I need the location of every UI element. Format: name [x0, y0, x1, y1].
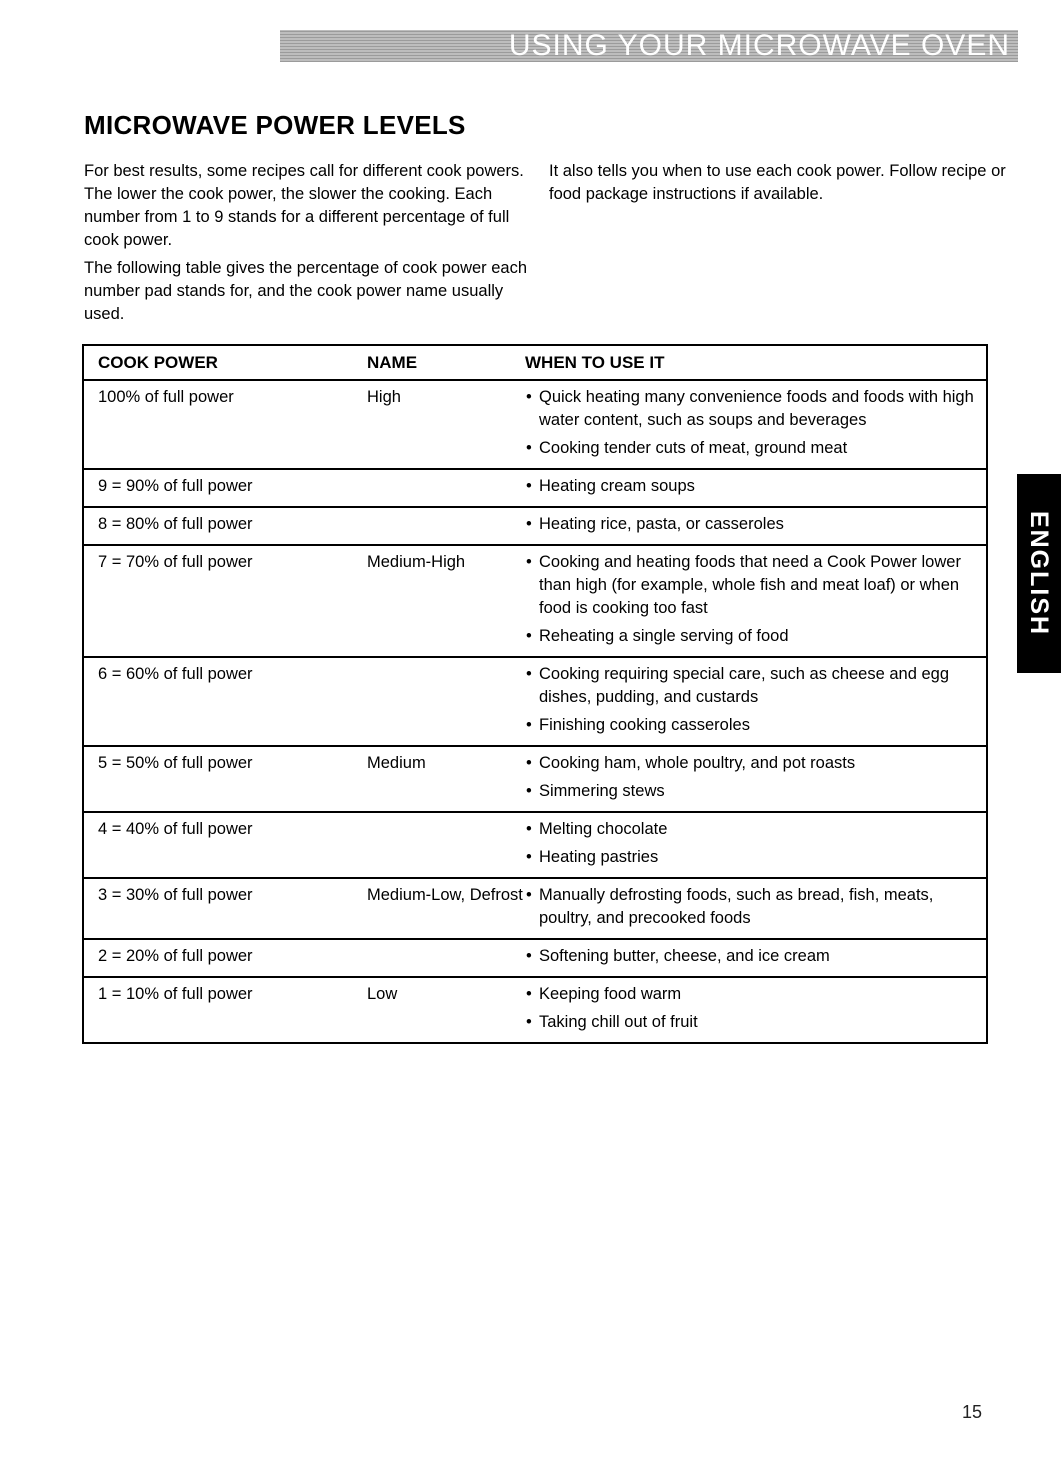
cook-power-cell: 100% of full power: [98, 388, 234, 406]
power-name-cell: [367, 658, 525, 745]
usage-item: • Cooking and heating foods that need a Cook Power lower than high (for example, whole fish and meat loaf) or when food is cooking too fast: [525, 551, 974, 620]
when-to-use-cell: [525, 813, 986, 877]
usage-item: • Cooking ham, whole poultry, and pot roasts: [525, 752, 974, 775]
cook-power-cell: 1 = 10% of full power: [98, 985, 253, 1003]
power-name-cell: Medium: [367, 754, 426, 772]
usage-item: • Melting chocolate: [525, 818, 974, 841]
table-row: [84, 546, 986, 658]
table-row: [84, 381, 986, 470]
cook-power-cell: 2 = 20% of full power: [98, 947, 253, 965]
intro-paragraph: It also tells you when to use each cook power. Follow recipe or food package instructions if available.: [549, 162, 1006, 203]
table-body: [84, 381, 986, 1042]
table-row: [84, 470, 986, 508]
cook-power-cell: 4 = 40% of full power: [98, 820, 253, 838]
intro-paragraph: For best results, some recipes call for different cook powers. The lower the cook power, the slower the cooking. Each number from 1 to 9 stands for a different percentage of full cook power.: [84, 162, 524, 249]
when-to-use-cell: [525, 978, 986, 1042]
power-name-cell: Medium-High: [367, 553, 466, 571]
language-tab-label: ENGLISH: [1025, 510, 1054, 637]
when-to-use-cell: [525, 508, 986, 544]
usage-item: • Heating rice, pasta, or casseroles: [525, 513, 974, 536]
power-name-cell: [367, 940, 525, 976]
table-row: [84, 813, 986, 879]
usage-item: • Keeping food warm: [525, 983, 974, 1006]
when-to-use-cell: [525, 381, 986, 468]
table-row: [84, 747, 986, 813]
table-row: [84, 879, 986, 940]
when-to-use-cell: [525, 940, 986, 976]
intro-left-column: [84, 160, 544, 331]
table-row: [84, 658, 986, 747]
usage-item: • Heating pastries: [525, 846, 974, 869]
usage-item: • Simmering stews: [525, 780, 974, 803]
when-to-use-cell: [525, 879, 986, 938]
when-to-use-cell: [525, 546, 986, 656]
usage-item: • Heating cream soups: [525, 475, 974, 498]
table-row: [84, 508, 986, 546]
cook-power-cell: 9 = 90% of full power: [98, 477, 253, 495]
header-when-to-use: WHEN TO USE IT: [525, 352, 665, 372]
table-row: [84, 940, 986, 978]
power-name-cell: [367, 813, 525, 877]
when-to-use-cell: [525, 747, 986, 811]
when-to-use-cell: [525, 658, 986, 745]
cook-power-cell: 6 = 60% of full power: [98, 665, 253, 683]
table-row: [84, 978, 986, 1042]
power-name-cell: [367, 470, 525, 506]
table-header: [84, 346, 986, 381]
power-name-cell: Medium-Low, Defrost: [367, 886, 523, 904]
page-title: MICROWAVE POWER LEVELS: [84, 110, 466, 140]
power-name-cell: [367, 508, 525, 544]
intro-paragraph: The following table gives the percentage of cook power each number pad stands for, and the cook power name usually used.: [84, 259, 528, 323]
page-number: 15: [962, 1402, 983, 1422]
cook-power-cell: 8 = 80% of full power: [98, 515, 253, 533]
when-to-use-cell: [525, 470, 986, 506]
header-name: NAME: [367, 352, 418, 372]
usage-item: • Cooking requiring special care, such as cheese and egg dishes, pudding, and custards: [525, 663, 974, 709]
power-name-cell: Low: [367, 985, 398, 1003]
cook-power-cell: 5 = 50% of full power: [98, 754, 253, 772]
header-cook-power: COOK POWER: [98, 352, 218, 372]
usage-item: • Finishing cooking casseroles: [525, 714, 974, 737]
usage-item: • Reheating a single serving of food: [525, 625, 974, 648]
intro-right-column: [549, 160, 1019, 211]
cook-power-cell: 7 = 70% of full power: [98, 553, 253, 571]
cook-power-cell: 3 = 30% of full power: [98, 886, 253, 904]
usage-item: • Quick heating many convenience foods and foods with high water content, such as soups and beverages: [525, 386, 974, 432]
power-name-cell: High: [367, 388, 401, 406]
usage-item: • Cooking tender cuts of meat, ground meat: [525, 437, 974, 460]
power-level-table: [82, 344, 988, 1044]
usage-item: • Taking chill out of fruit: [525, 1011, 974, 1034]
usage-item: • Manually defrosting foods, such as bread, fish, meats, poultry, and precooked foods: [525, 884, 974, 930]
section-banner: [280, 30, 1018, 62]
section-banner-text: USING YOUR MICROWAVE OVEN: [508, 30, 1010, 62]
usage-item: • Softening butter, cheese, and ice cream: [525, 945, 974, 968]
language-tab: [1017, 474, 1061, 673]
